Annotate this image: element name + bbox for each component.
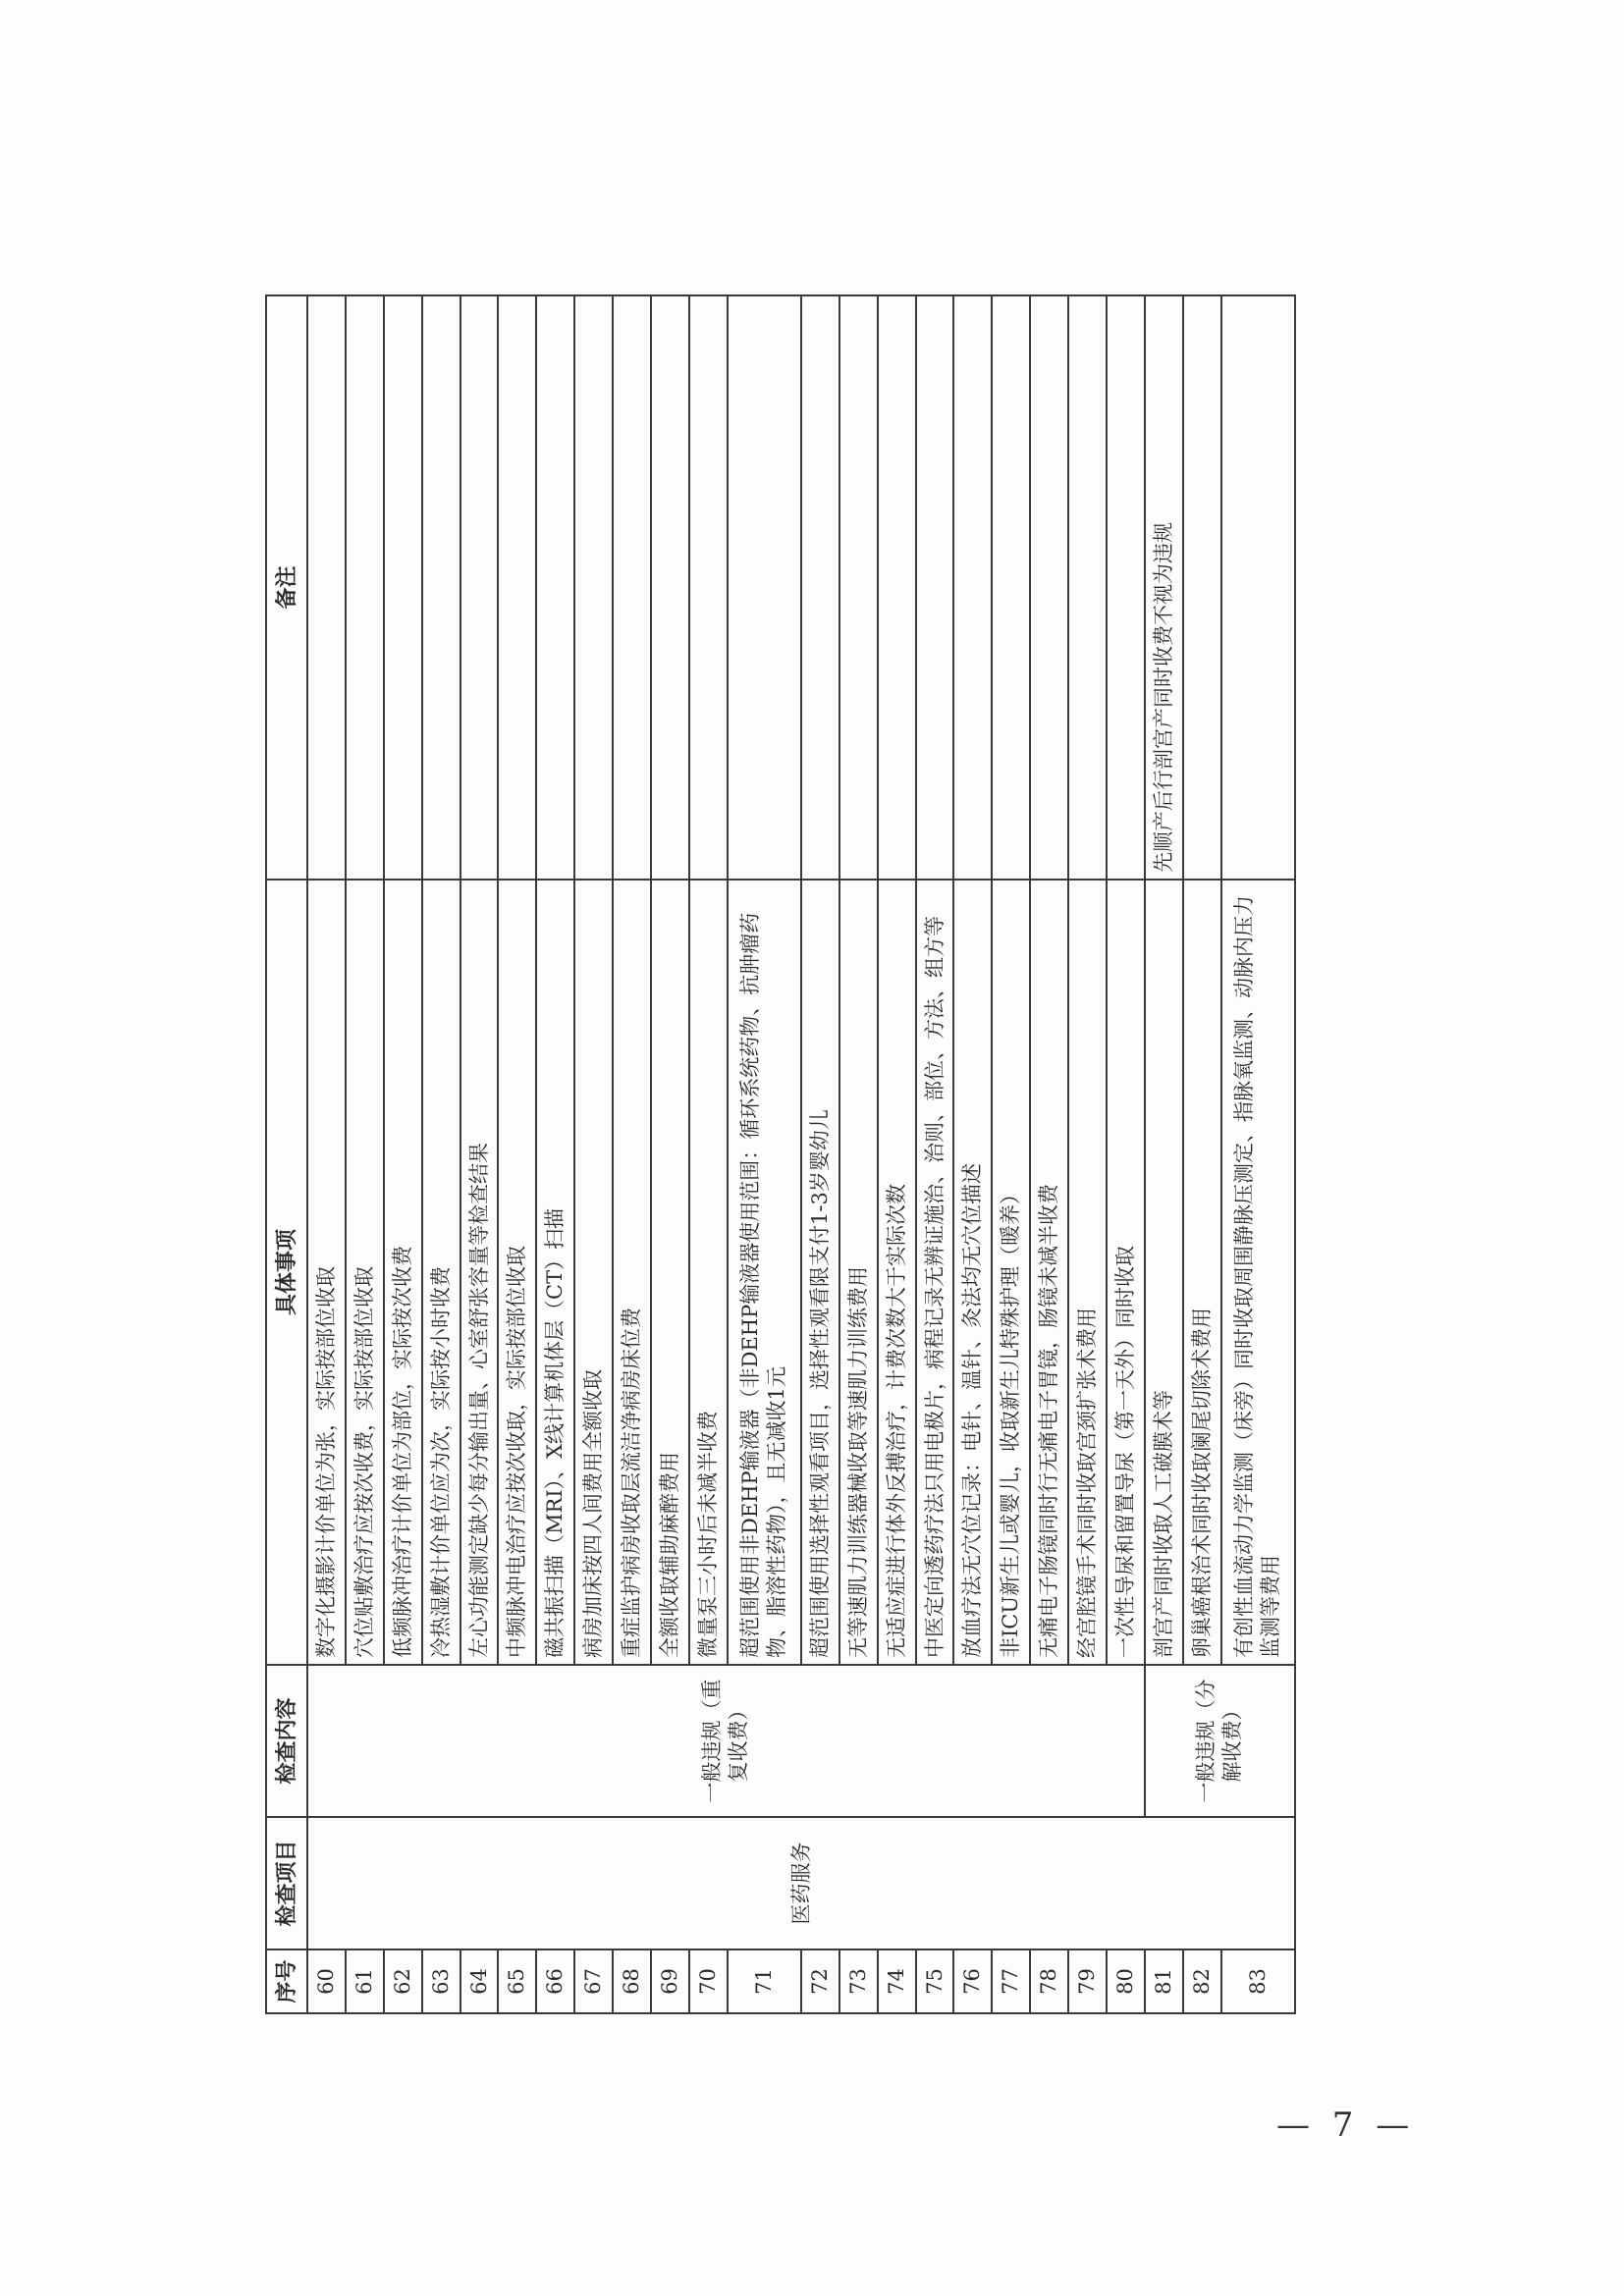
rotated-table-container bbox=[265, 296, 1296, 2014]
group-repeat-cell: 一般违规（重复收费） bbox=[307, 1665, 1145, 1817]
row-note bbox=[498, 295, 536, 880]
row-note bbox=[1068, 295, 1107, 880]
row-note bbox=[1107, 295, 1145, 880]
item-cell: 医药服务 bbox=[307, 1817, 1295, 1949]
row-detail: 剖宫产同时收取人工破膜术等 bbox=[1145, 880, 1183, 1665]
row-note bbox=[916, 295, 954, 880]
row-detail: 冷热湿敷计价单位应为次，实际按小时收费 bbox=[422, 880, 460, 1665]
row-number: 61 bbox=[346, 1949, 384, 2013]
row-detail: 超范围使用选择性观看项目，选择性观看限支付1-3岁婴幼儿 bbox=[801, 880, 839, 1665]
row-detail: 经宫腔镜手术同时收取宫颈扩张术费用 bbox=[1068, 880, 1107, 1665]
row-number: 68 bbox=[613, 1949, 651, 2013]
row-note: 先顺产后行剖宫产同时收费不视为违规 bbox=[1145, 295, 1183, 880]
row-number: 69 bbox=[651, 1949, 689, 2013]
row-detail: 磁共振扫描（MRI）、X线计算机体层（CT）扫描 bbox=[536, 880, 574, 1665]
row-number: 72 bbox=[801, 1949, 839, 2013]
row-detail: 重症监护病房收取层流洁净病房床位费 bbox=[613, 880, 651, 1665]
row-note bbox=[689, 295, 728, 880]
row-note bbox=[878, 295, 916, 880]
row-detail: 无痛电子肠镜同时行无痛电子胃镜，肠镜未减半收费 bbox=[1030, 880, 1068, 1665]
row-detail: 低频脉冲治疗计价单位为部位，实际按次收费 bbox=[384, 880, 422, 1665]
row-detail: 微量泵三小时后未减半收费 bbox=[689, 880, 728, 1665]
header-detail: 具体事项 bbox=[266, 880, 307, 1665]
inspection-table bbox=[265, 294, 1296, 2014]
row-note bbox=[839, 295, 878, 880]
table-row bbox=[307, 295, 346, 2013]
row-note bbox=[460, 295, 499, 880]
row-number: 80 bbox=[1107, 1949, 1145, 2013]
row-detail: 全额收取辅助麻醉费用 bbox=[651, 880, 689, 1665]
row-number: 63 bbox=[422, 1949, 460, 2013]
row-number: 64 bbox=[460, 1949, 499, 2013]
header-row bbox=[266, 295, 307, 2013]
row-note bbox=[613, 295, 651, 880]
row-detail: 左心功能测定缺少每分输出量、心室舒张容量等检查结果 bbox=[460, 880, 499, 1665]
row-note bbox=[574, 295, 613, 880]
row-note bbox=[801, 295, 839, 880]
row-number: 74 bbox=[878, 1949, 916, 2013]
header-content: 检查内容 bbox=[266, 1665, 307, 1817]
row-number: 82 bbox=[1183, 1949, 1221, 2013]
row-number: 67 bbox=[574, 1949, 613, 2013]
row-detail: 病房加床按四人间费用全额收取 bbox=[574, 880, 613, 1665]
row-detail: 超范围使用非DEHP输液器（非DEHP输液器使用范围：循环系统药物、抗肿瘤药物、脂溶性药物），且无减收1元 bbox=[728, 880, 801, 1665]
group-split-cell: 一般违规（分解收费） bbox=[1145, 1665, 1295, 1817]
row-detail: 数字化摄影计价单位为张，实际按部位收取 bbox=[307, 880, 346, 1665]
row-note bbox=[728, 295, 801, 880]
row-number: 81 bbox=[1145, 1949, 1183, 2013]
row-note bbox=[651, 295, 689, 880]
header-note: 备注 bbox=[266, 295, 307, 880]
row-detail: 穴位贴敷治疗应按次收费，实际按部位收取 bbox=[346, 880, 384, 1665]
row-detail: 中医定向透药疗法只用电极片，病程记录无辨证施治、治则、部位、方法、组方等 bbox=[916, 880, 954, 1665]
header-seq: 序号 bbox=[266, 1949, 307, 2013]
row-number: 60 bbox=[307, 1949, 346, 2013]
row-detail: 有创性血流动力学监测（床旁）同时收取周围静脉压测定、指脉氧监测、动脉内压力监测等费用 bbox=[1221, 880, 1295, 1665]
row-number: 76 bbox=[953, 1949, 992, 2013]
page-number: — 7 — bbox=[1276, 2106, 1416, 2145]
row-number: 66 bbox=[536, 1949, 574, 2013]
row-detail: 中频脉冲电治疗应按次收取，实际按部位收取 bbox=[498, 880, 536, 1665]
row-note bbox=[346, 295, 384, 880]
table-row bbox=[1145, 295, 1183, 2013]
row-number: 73 bbox=[839, 1949, 878, 2013]
row-note bbox=[422, 295, 460, 880]
row-detail: 无适应症进行体外反搏治疗，计费次数大于实际次数 bbox=[878, 880, 916, 1665]
row-note bbox=[992, 295, 1030, 880]
row-number: 83 bbox=[1221, 1949, 1295, 2013]
row-number: 71 bbox=[728, 1949, 801, 2013]
header-item: 检查项目 bbox=[266, 1817, 307, 1949]
row-detail: 卵巢癌根治术同时收取阑尾切除术费用 bbox=[1183, 880, 1221, 1665]
row-number: 75 bbox=[916, 1949, 954, 2013]
row-detail: 一次性导尿和留置导尿（第一天外）同时收取 bbox=[1107, 880, 1145, 1665]
row-number: 62 bbox=[384, 1949, 422, 2013]
row-detail: 无等速肌力训练器械收取等速肌力训练费用 bbox=[839, 880, 878, 1665]
row-number: 77 bbox=[992, 1949, 1030, 2013]
row-note bbox=[307, 295, 346, 880]
row-note bbox=[1183, 295, 1221, 880]
row-note bbox=[953, 295, 992, 880]
row-detail: 放血疗法无穴位记录：电针、温针、灸法均无穴位描述 bbox=[953, 880, 992, 1665]
row-note bbox=[1221, 295, 1295, 880]
row-detail: 非ICU新生儿或婴儿，收取新生儿特殊护理（暖养） bbox=[992, 880, 1030, 1665]
row-note bbox=[1030, 295, 1068, 880]
row-number: 79 bbox=[1068, 1949, 1107, 2013]
row-note bbox=[384, 295, 422, 880]
row-note bbox=[536, 295, 574, 880]
row-number: 78 bbox=[1030, 1949, 1068, 2013]
row-number: 65 bbox=[498, 1949, 536, 2013]
row-number: 70 bbox=[689, 1949, 728, 2013]
